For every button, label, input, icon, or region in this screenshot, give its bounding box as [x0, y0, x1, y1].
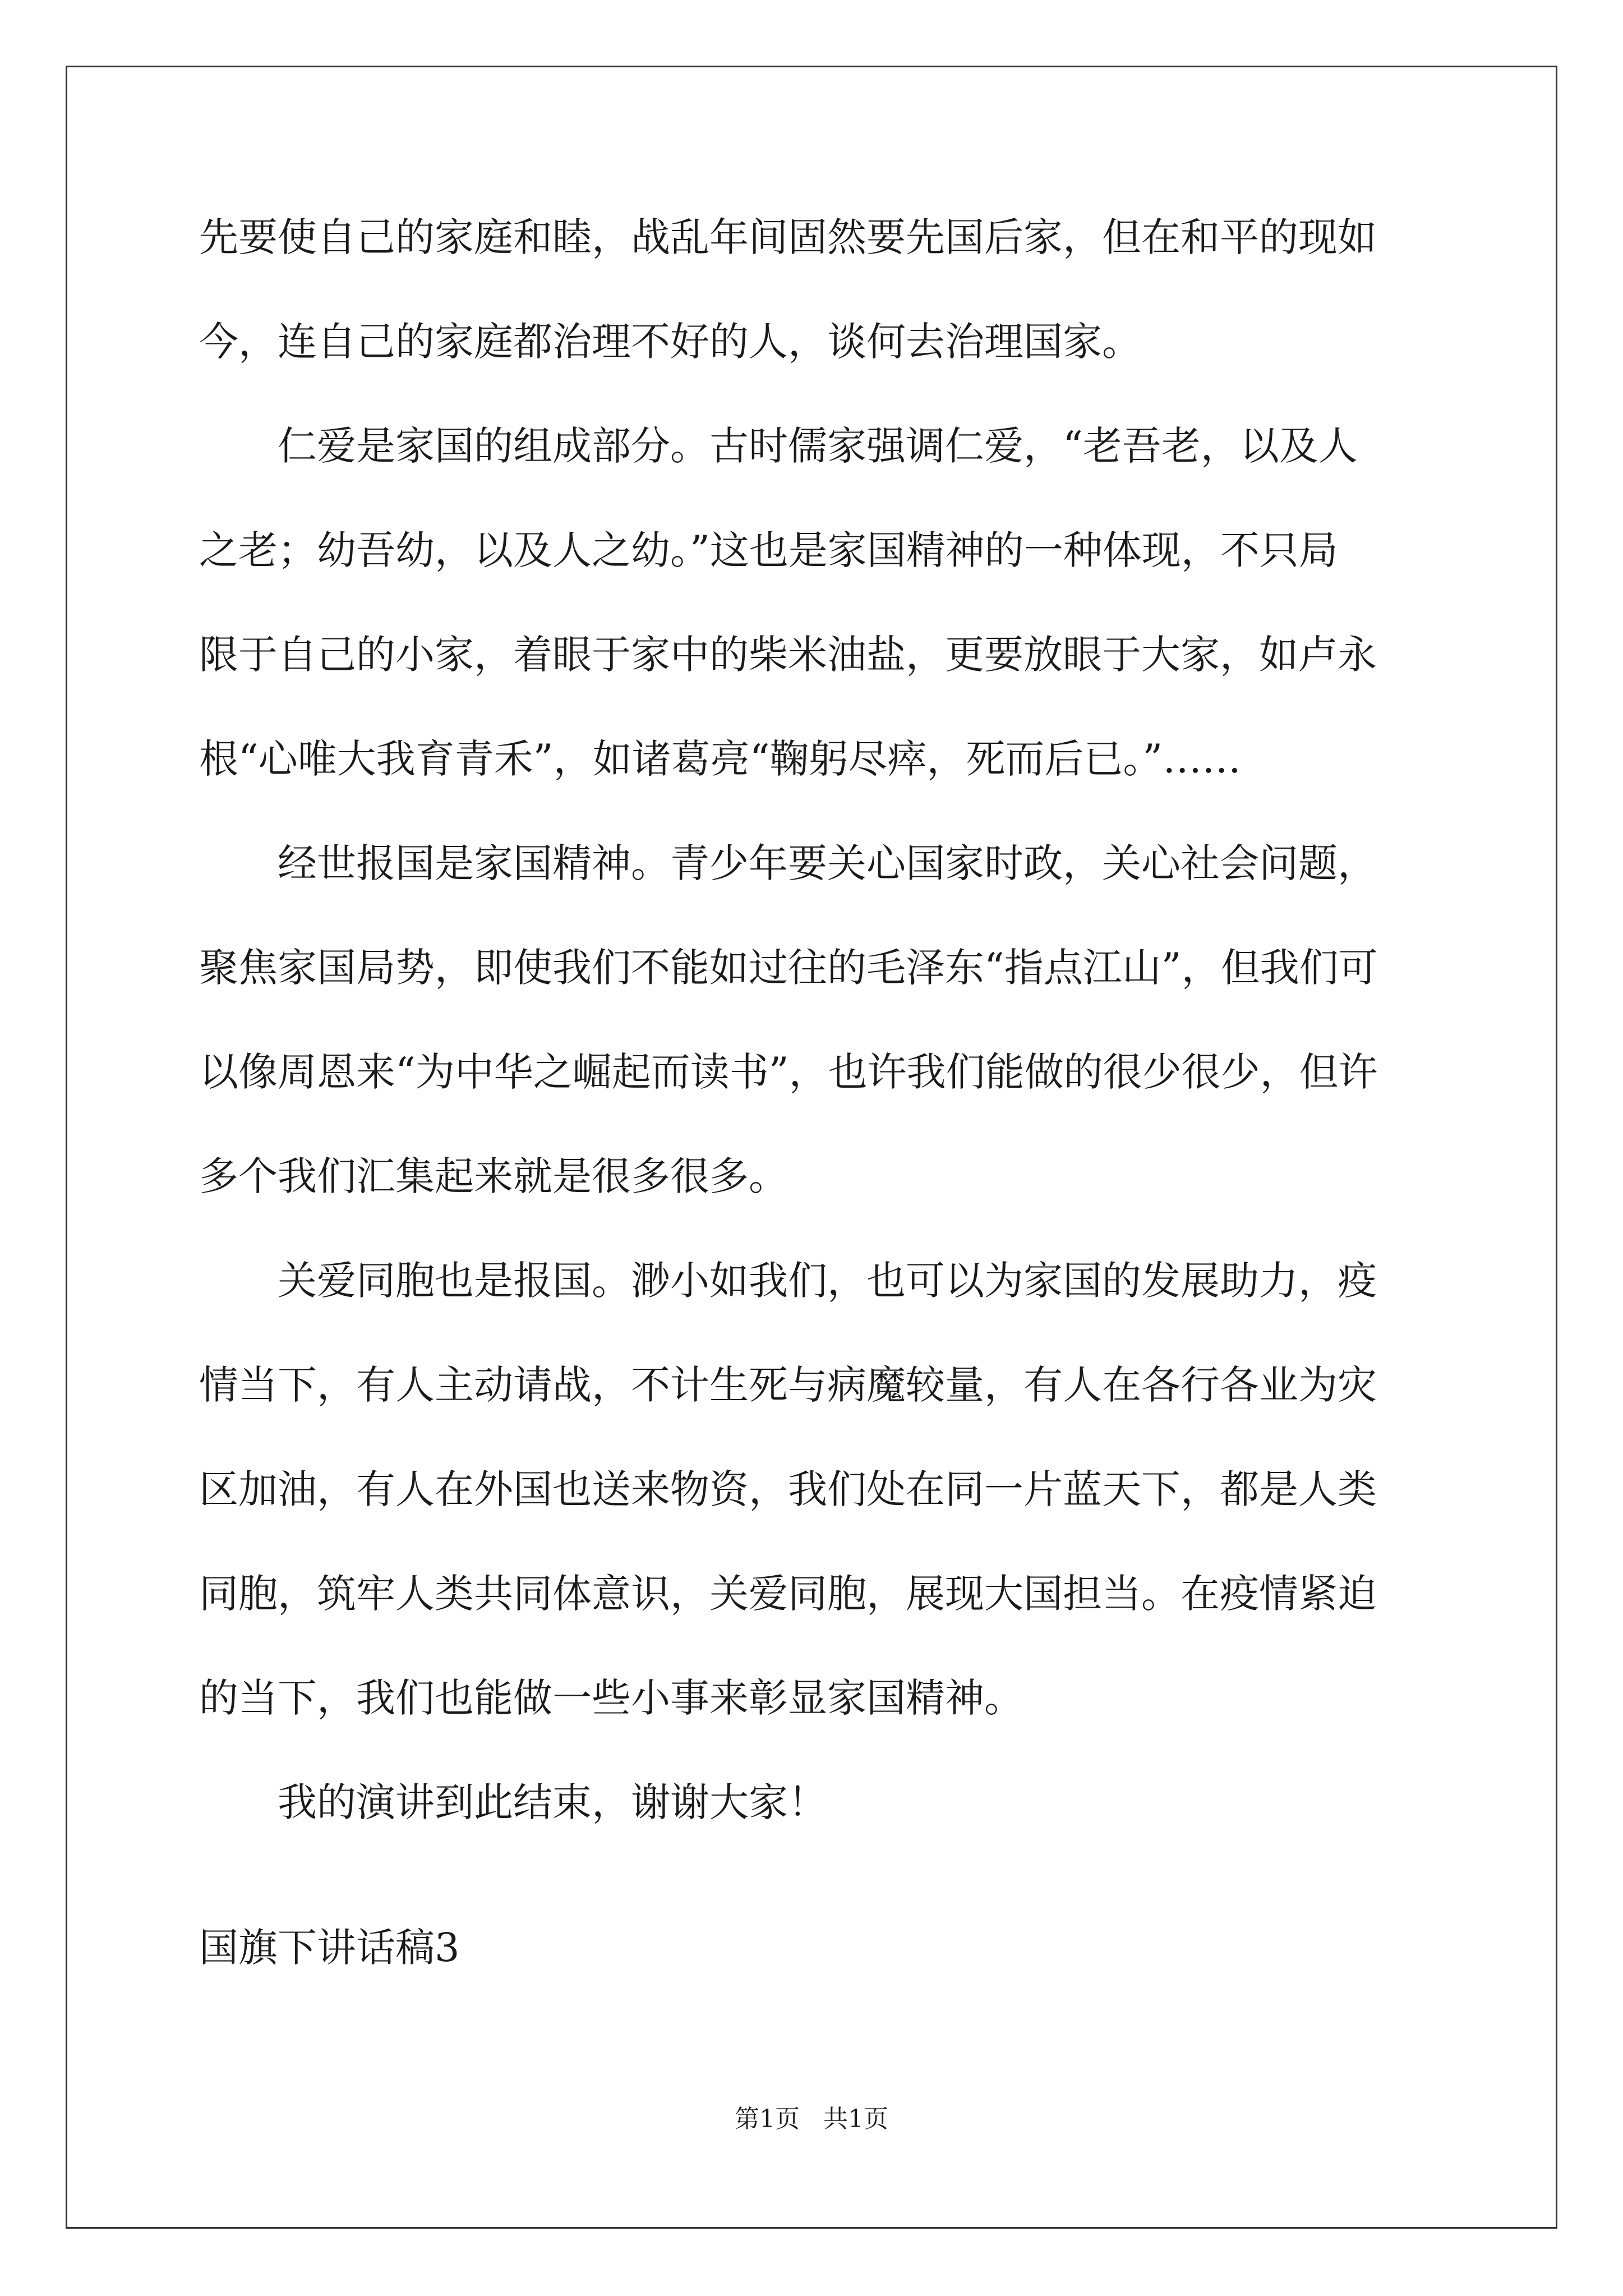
text-line: 的当下，我们也能做一些小事来彰显家国精神。 [199, 1675, 1023, 1721]
text-line: 区加油，有人在外国也送来物资，我们处在同一片蓝天下，都是人类 [199, 1466, 1377, 1512]
text-line: 限于自己的小家，着眼于家中的柴米油盐，更要放眼于大家，如卢永 [199, 632, 1377, 678]
text-line: 情当下，有人主动请战，不计生死与病魔较量，有人在各行各业为灾 [199, 1362, 1377, 1408]
paragraph-start-line: 关爱同胞也是报国。渺小如我们，也可以为家国的发展助力，疫 [278, 1258, 1377, 1304]
section-heading: 国旗下讲话稿3 [199, 1925, 460, 1971]
text-line: 根“心唯大我育青禾”，如诸葛亮“鞠躬尽瘁，死而后已。”…… [199, 736, 1242, 782]
document-body [199, 214, 1427, 1887]
text-line: 多个我们汇集起来就是很多很多。 [199, 1153, 788, 1199]
text-line: 之老；幼吾幼，以及人之幼。”这也是家国精神的一种体现，不只局 [199, 527, 1338, 573]
closing-line: 我的演讲到此结束，谢谢大家！ [278, 1779, 827, 1825]
text-line: 同胞，筑牢人类共同体意识，关爱同胞，展现大国担当。在疫情紧迫 [199, 1571, 1377, 1617]
text-line: 聚焦家国局势，即使我们不能如过往的毛泽东“指点江山”，但我们可 [199, 945, 1378, 991]
text-line: 先要使自己的家庭和睦，战乱年间固然要先国后家，但在和平的现如 [199, 214, 1377, 260]
page-footer: 第1页 共1页 [735, 2105, 888, 2133]
text-line: 以像周恩来“为中华之崛起而读书”，也许我们能做的很少很少，但许 [199, 1049, 1378, 1095]
paragraph-start-line: 经世报国是家国精神。青少年要关心国家时政，关心社会问题， [278, 840, 1377, 886]
text-line: 今，连自己的家庭都治理不好的人，谈何去治理国家。 [199, 319, 1141, 365]
paragraph-start-line: 仁爱是家国的组成部分。古时儒家强调仁爱，“老吾老，以及人 [278, 423, 1358, 469]
